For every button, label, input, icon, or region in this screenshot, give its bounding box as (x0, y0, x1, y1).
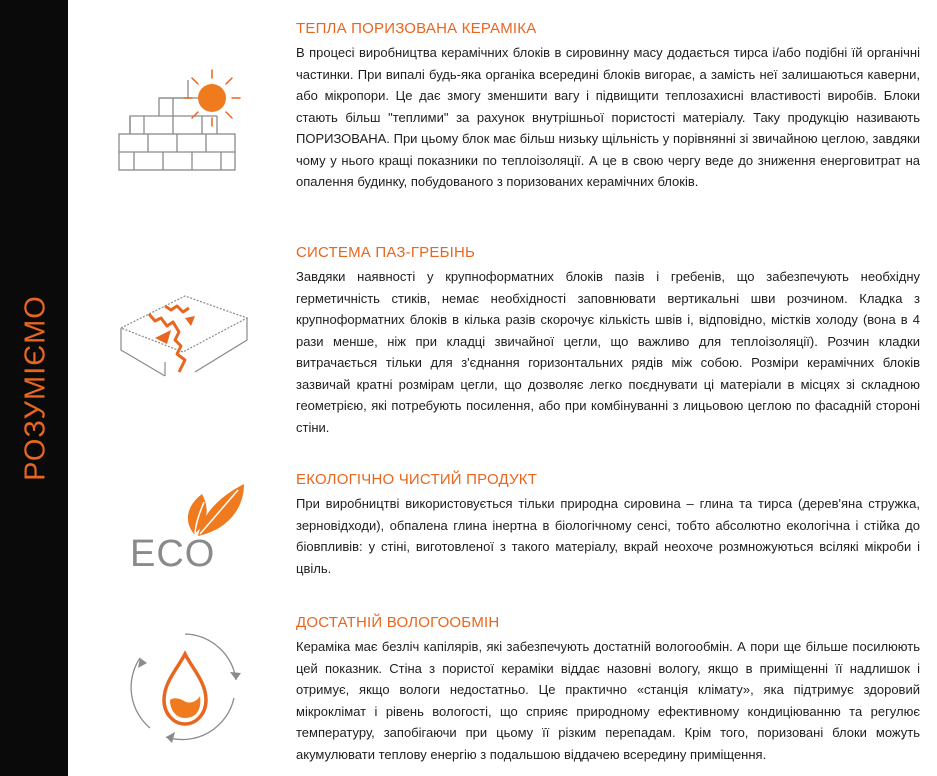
brick-wall-sun-icon (112, 64, 247, 176)
eco-leaf-icon (128, 478, 248, 570)
section-text: При виробництві використовується тільки природна сировина – глина та тирса (дерев'яна стружка, зерновідходи), обпалена глина інертна в біологічному сенсі, тобто абсолютно екологічна і стійка до біовпливів: у стіні, виготовленої з такого матеріалу, вкрай неохоче розмножуються всілякі мікроби і цвіль. (296, 496, 920, 576)
section-tongue-groove (296, 244, 920, 438)
tongue-groove-block-icon (115, 288, 255, 388)
section-title: ТЕПЛА ПОРИЗОВАНА КЕРАМІКА (296, 20, 537, 37)
section-porous-ceramics (296, 20, 920, 193)
section-title: ДОСТАТНІЙ ВОЛОГООБМІН (296, 614, 500, 631)
section-title: ЕКОЛОГІЧНО ЧИСТИЙ ПРОДУКТ (296, 471, 538, 488)
section-moisture-exchange (296, 614, 920, 765)
water-drop-cycle-icon (126, 628, 244, 746)
section-text: Кераміка має безліч капілярів, які забезпечують достатній вологообмін. А пори ще більше посилюють цей показник. Стіна з пористої кераміки віддає назовні вологу, якщо в приміщенні її надлишок і отримує, якщо вологи недостатньо. Це практично «станція клімату», яка підтримує здоровий мікроклімат і рівень вологості, що сприяє природному ефективному кондиціюванню та регулює температуру, запобігаючи при цьому її різким перепадам. Крім того, поризовані блоки можуть акумулювати теплову енергію з подальшою віддачею всередину приміщення. (296, 639, 920, 762)
sidebar (0, 0, 68, 776)
section-title: СИСТЕМА ПАЗ-ГРЕБІНЬ (296, 244, 476, 261)
svg-text:ECO: ECO (130, 533, 216, 570)
section-eco-product (296, 471, 920, 579)
sidebar-title: РОЗУМІЄМО (19, 295, 52, 481)
section-text: Завдяки наявності у крупноформатних блоків пазів і гребенів, що забезпечують необхідну герметичність стиків, немає необхідності заповнювати вертикальні шви розчином. Кладка з крупноформатних блоків в кілька разів скорочує кількість швів і, відповідно, містків холоду (вона в 4 рази менше, ніж при кладці звичайної цегли, що важливо для теплоізоляції). Розчин кладки витрачається тільки для з'єднання горизонтальних рядів між собою. Розміри керамічних блоків зазвичай кратні розмірам цегли, що дозволяє легко поєднувати ці матеріали в місцях зі складною геометрією, які потребують посилення, або при комбінуванні з лицьовою цеглою по фасадній стороні стіни. (296, 269, 920, 435)
section-text: В процесі виробництва керамічних блоків в сировинну масу додається тирса і/або подібні їй органічні частинки. При випалі будь-яка органіка всередині блоків вигорає, а замість неї залишаються каверни, або мікропори. Це дає змогу зменшити вагу і підвищити теплозахисні властивості виробів. Блоки стають більш "теплими" за рахунок внутрішньої пористості матеріалу. Таку продукцію називають ПОРИЗОВАНА. При цьому блок має більш низьку щільність у порівнянні зі звичайною цеглою, завдяки чому у нього кращі показники по теплоізоляції. А це в свою чергу веде до зниження енерговитрат на опалення будинку, побудованого з поризованих керамічних блоків. (296, 45, 920, 189)
